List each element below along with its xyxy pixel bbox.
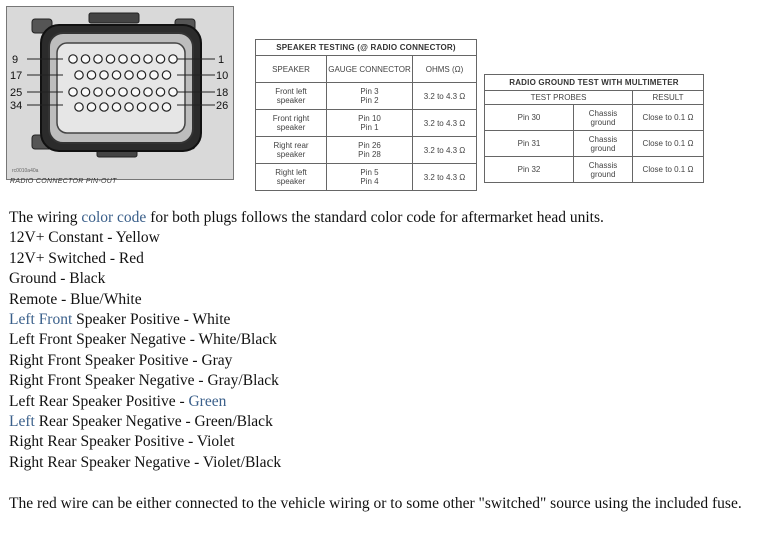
connector-pin xyxy=(112,71,120,79)
connector-cell: Pin 28 xyxy=(358,150,381,159)
ohms-cell: 3.2 to 4.3 Ω xyxy=(413,83,477,110)
connector-pin xyxy=(106,88,114,96)
pin-label: 9 xyxy=(12,54,19,66)
connector-pin xyxy=(156,88,164,96)
connector-pin xyxy=(75,103,83,111)
table-row xyxy=(256,137,477,164)
ground-cell: ground xyxy=(590,169,616,179)
connector-cell: Pin 1 xyxy=(360,123,379,132)
connector-pin xyxy=(87,103,95,111)
ground-cell: Chassis xyxy=(588,160,618,170)
connector-pin xyxy=(69,55,77,63)
table-row xyxy=(256,83,477,110)
intro-paragraph xyxy=(9,208,764,228)
closing-paragraph: The red wire can be either connected to the vehicle wiring or to some other "switched" source using the included fuse. xyxy=(9,495,742,513)
wire-text: Left Rear Speaker Positive - xyxy=(9,392,189,410)
wiring-description xyxy=(9,208,764,515)
connector-pin xyxy=(169,55,177,63)
connector-pin xyxy=(94,55,102,63)
table-row xyxy=(485,157,704,183)
table-header: SPEAKER xyxy=(256,56,327,83)
speaker-testing-table xyxy=(255,39,477,191)
result-cell: Close to 0.1 Ω xyxy=(633,157,704,183)
probe-pin-cell: Pin 32 xyxy=(485,157,574,183)
intro-text: for both plugs follows the standard color code for aftermarket head units. xyxy=(146,209,604,226)
connector-pin xyxy=(144,88,152,96)
connector-cell: Pin 10 xyxy=(358,114,381,123)
speaker-cell: speaker xyxy=(276,177,306,186)
connector-pin xyxy=(112,103,120,111)
connector-cell: Pin 2 xyxy=(360,96,379,105)
connector-pin xyxy=(144,55,152,63)
connector-pin xyxy=(119,55,127,63)
ground-cell: ground xyxy=(590,117,616,127)
connector-pin xyxy=(81,88,89,96)
speaker-cell: Front left xyxy=(275,87,307,96)
connector-pinout-image xyxy=(7,7,233,179)
connector-pin xyxy=(94,88,102,96)
ohms-cell: 3.2 to 4.3 Ω xyxy=(413,110,477,137)
connector-pin xyxy=(137,71,145,79)
pin-label: 17 xyxy=(10,70,23,82)
wire-line: Ground - Black xyxy=(9,270,106,288)
connector-figure xyxy=(6,6,236,191)
connector-pin xyxy=(162,71,170,79)
result-cell: Close to 0.1 Ω xyxy=(633,131,704,157)
wire-text: Rear Speaker Negative - Green/Black xyxy=(34,413,273,431)
pin-label: 1 xyxy=(218,54,225,66)
pin-label: 25 xyxy=(10,87,23,99)
connector-caption: RADIO CONNECTOR PIN-OUT xyxy=(10,178,117,185)
result-cell: Close to 0.1 Ω xyxy=(633,105,704,131)
connector-pin xyxy=(75,71,83,79)
speaker-cell: speaker xyxy=(276,150,306,159)
connector-pin xyxy=(100,103,108,111)
wire-line xyxy=(9,412,764,432)
ground-test-table xyxy=(484,74,704,183)
table-title: RADIO GROUND TEST WITH MULTIMETER xyxy=(485,75,704,91)
intro-text: The wiring xyxy=(9,209,82,226)
left-link[interactable]: Left xyxy=(9,413,35,431)
table-header: TEST PROBES xyxy=(485,91,633,105)
connector-cell: Pin 4 xyxy=(360,177,379,186)
table-row xyxy=(485,105,704,131)
connector-pin xyxy=(131,88,139,96)
wire-line: Remote - Blue/White xyxy=(9,290,142,308)
speaker-cell: Right rear xyxy=(273,141,309,150)
connector-pin xyxy=(125,103,133,111)
probe-pin-cell: Pin 31 xyxy=(485,131,574,157)
table-row xyxy=(485,131,704,157)
wire-line: Right Rear Speaker Negative - Violet/Black xyxy=(9,453,282,471)
connector-pin xyxy=(106,55,114,63)
connector-cell: Pin 26 xyxy=(358,141,381,150)
table-row xyxy=(256,164,477,191)
probe-pin-cell: Pin 30 xyxy=(485,105,574,131)
wire-line xyxy=(9,310,764,330)
connector-pin xyxy=(69,88,77,96)
wire-line xyxy=(9,392,764,412)
connector-pin xyxy=(150,103,158,111)
wire-line: 12V+ Switched - Red xyxy=(9,249,144,267)
table-row xyxy=(256,110,477,137)
connector-pin xyxy=(81,55,89,63)
table-header: OHMS (Ω) xyxy=(413,56,477,83)
color-code-link[interactable]: color code xyxy=(81,209,147,226)
connector-diagram xyxy=(6,6,234,180)
connector-pin xyxy=(87,71,95,79)
wire-line: 12V+ Constant - Yellow xyxy=(9,229,160,247)
connector-cell: Pin 5 xyxy=(360,168,379,177)
connector-pin xyxy=(137,103,145,111)
connector-pin xyxy=(156,55,164,63)
wire-text: Speaker Positive - White xyxy=(72,311,231,329)
speaker-cell: speaker xyxy=(276,123,306,132)
connector-pin xyxy=(150,71,158,79)
wire-line: Right Rear Speaker Positive - Violet xyxy=(9,433,235,451)
table-header: RESULT xyxy=(633,91,704,105)
green-link[interactable]: Green xyxy=(188,392,227,410)
pin-label: 10 xyxy=(216,70,229,82)
connector-cell: Pin 3 xyxy=(360,87,379,96)
speaker-cell: Right left xyxy=(275,168,307,177)
connector-pin xyxy=(169,88,177,96)
pin-label: 18 xyxy=(216,87,229,99)
connector-pin xyxy=(125,71,133,79)
connector-pin xyxy=(119,88,127,96)
pin-label: 34 xyxy=(10,100,23,112)
connector-pin xyxy=(162,103,170,111)
image-stamp: rc0010a40a xyxy=(12,168,39,174)
pin-label: 26 xyxy=(216,100,229,112)
ohms-cell: 3.2 to 4.3 Ω xyxy=(413,164,477,191)
connector-pin xyxy=(100,71,108,79)
table-title: SPEAKER TESTING (@ RADIO CONNECTOR) xyxy=(256,40,477,56)
wire-line: Right Front Speaker Negative - Gray/Black xyxy=(9,372,279,390)
ground-cell: Chassis xyxy=(588,108,618,118)
table-header: GAUGE CONNECTOR xyxy=(327,56,413,83)
wire-line: Left Front Speaker Negative - White/Black xyxy=(9,331,277,349)
connector-pin xyxy=(131,55,139,63)
left-front-link[interactable]: Left Front xyxy=(9,311,73,329)
ground-cell: Chassis xyxy=(588,134,618,144)
speaker-cell: speaker xyxy=(276,96,306,105)
wire-line: Right Front Speaker Positive - Gray xyxy=(9,351,233,369)
ohms-cell: 3.2 to 4.3 Ω xyxy=(413,137,477,164)
ground-cell: ground xyxy=(590,143,616,153)
speaker-cell: Front right xyxy=(272,114,310,123)
